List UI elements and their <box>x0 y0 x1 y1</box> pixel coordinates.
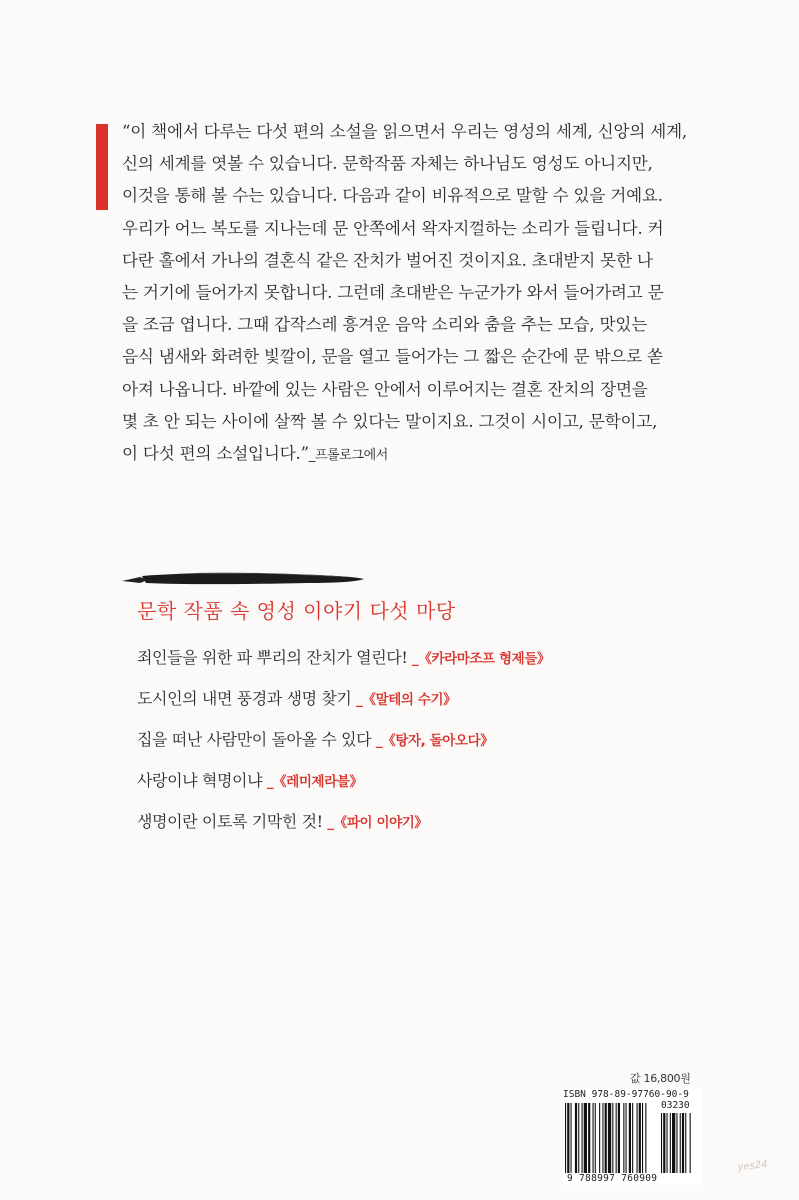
barcode-addon-bar <box>661 1113 662 1173</box>
barcode-bar <box>595 1103 596 1173</box>
isbn-addon-code: 03230 <box>661 1100 690 1111</box>
barcode-bar <box>567 1103 569 1173</box>
book-title: _《카라마조프 형제들》 <box>412 651 551 667</box>
barcode-bar <box>642 1103 643 1173</box>
quote-last-text: 이 다섯 편의 소설입니다.” <box>122 444 309 464</box>
barcode-bar <box>593 1103 594 1173</box>
book-title: _《말테의 수기》 <box>356 692 457 708</box>
barcode-addon-bar <box>676 1113 677 1173</box>
quote-line: 신의 세계를 엿볼 수 있습니다. 문학작품 자체는 하나님도 영성도 아니지만, <box>122 154 653 174</box>
barcode-bar <box>645 1103 646 1173</box>
barcode-bar <box>584 1103 587 1173</box>
barcode-bar <box>626 1103 627 1173</box>
barcode-addon-bar <box>672 1113 675 1173</box>
book-title: _《레미제라블》 <box>266 774 363 790</box>
barcode-bar <box>575 1103 577 1173</box>
quote-line: “이 책에서 다루는 다섯 편의 소설을 읽으면서 우리는 영성의 세계, 신앙의 세계, <box>122 122 687 141</box>
barcode-bar <box>605 1103 607 1173</box>
quote-line: 우리가 어느 복도를 지나는데 문 안쪽에서 왁자지껄하는 소리가 들립니다. 커 <box>122 218 664 238</box>
list-item <box>137 727 697 768</box>
barcode-bar <box>588 1103 590 1173</box>
barcode-bar <box>639 1103 641 1173</box>
barcode-bar <box>565 1103 566 1173</box>
barcode-bar <box>618 1103 620 1173</box>
barcode-bar <box>599 1103 600 1173</box>
story-list <box>137 645 697 850</box>
item-text: 생명이란 이토록 기막힌 것! <box>137 812 323 831</box>
barcode-addon-bar <box>682 1113 684 1173</box>
barcode-bar <box>582 1103 583 1173</box>
list-item <box>137 768 697 809</box>
book-title: _《탕자, 돌아오다》 <box>375 733 494 749</box>
watermark-stamp: yes24 <box>737 1159 769 1174</box>
list-item <box>137 809 697 850</box>
section-title: 문학 작품 속 영성 이야기 다섯 마당 <box>137 599 456 623</box>
list-item <box>137 686 697 727</box>
list-item <box>137 645 697 686</box>
item-text: 사랑이냐 혁명이냐 <box>137 771 263 790</box>
ink-pen-stroke-icon <box>118 568 368 590</box>
quote-line: 음식 냄새와 화려한 빛깔이, 문을 열고 들어가는 그 짧은 순간에 문 밖으로 쏟 <box>122 347 663 367</box>
barcode-addon-bar <box>690 1113 691 1173</box>
barcode-bar <box>632 1103 633 1173</box>
price-label: 값 16,800원 <box>630 1072 691 1085</box>
barcode-bars-icon <box>563 1103 701 1175</box>
quote-source: _프롤로그에서 <box>308 448 388 464</box>
isbn-barcode <box>563 1089 701 1185</box>
barcode-addon-bar <box>670 1113 671 1173</box>
prologue-quote <box>122 116 702 472</box>
quote-line: 이것을 통해 볼 수는 있습니다. 다음과 같이 비유적으로 말할 수 있을 거예요. <box>122 186 663 206</box>
barcode-bar <box>608 1103 611 1173</box>
barcode-bar <box>612 1103 613 1173</box>
isbn-text: ISBN 978-89-97760-90-9 <box>563 1089 689 1100</box>
quote-line: 다란 홀에서 가나의 결혼식 같은 잔치가 벌어진 것이지요. 초대받지 못한 나 <box>122 250 653 270</box>
quote-accent-bar <box>96 124 108 210</box>
barcode-bar <box>637 1103 638 1173</box>
barcode-addon-bar <box>663 1113 665 1173</box>
barcode-bar <box>623 1103 624 1173</box>
quote-line: 을 조금 엽니다. 그때 갑작스레 흥겨운 음악 소리와 춤을 추는 모습, 맛있는 <box>122 315 648 335</box>
book-title: _《파이 이야기》 <box>327 815 428 831</box>
barcode-bar <box>571 1103 572 1173</box>
barcode-digits: 9 788997 760909 <box>567 1173 697 1184</box>
barcode-bar <box>602 1103 603 1173</box>
quote-last-line <box>122 438 702 472</box>
item-text: 집을 떠난 사람만이 돌아올 수 있다 <box>137 730 372 749</box>
barcode-addon-bar <box>685 1113 686 1173</box>
item-text: 죄인들을 위한 파 뿌리의 잔치가 열린다! <box>137 648 408 667</box>
barcode-addon-bar <box>667 1113 668 1173</box>
quote-line: 는 거기에 들어가지 못합니다. 그런데 초대받은 누군가가 와서 들어가려고 문 <box>122 283 664 303</box>
barcode-bar <box>616 1103 617 1173</box>
barcode-bar <box>629 1103 631 1173</box>
item-text: 도시인의 내면 풍경과 생명 찾기 <box>137 689 352 708</box>
barcode-addon-bar <box>680 1113 681 1173</box>
quote-line: 아져 나옵니다. 바깥에 있는 사람은 안에서 이루어지는 결혼 잔치의 장면을 <box>122 379 648 399</box>
barcode-bar <box>578 1103 579 1173</box>
quote-line: 몇 초 안 되는 사이에 살짝 볼 수 있다는 말이지요. 그것이 시이고, 문학이고, <box>122 411 658 431</box>
